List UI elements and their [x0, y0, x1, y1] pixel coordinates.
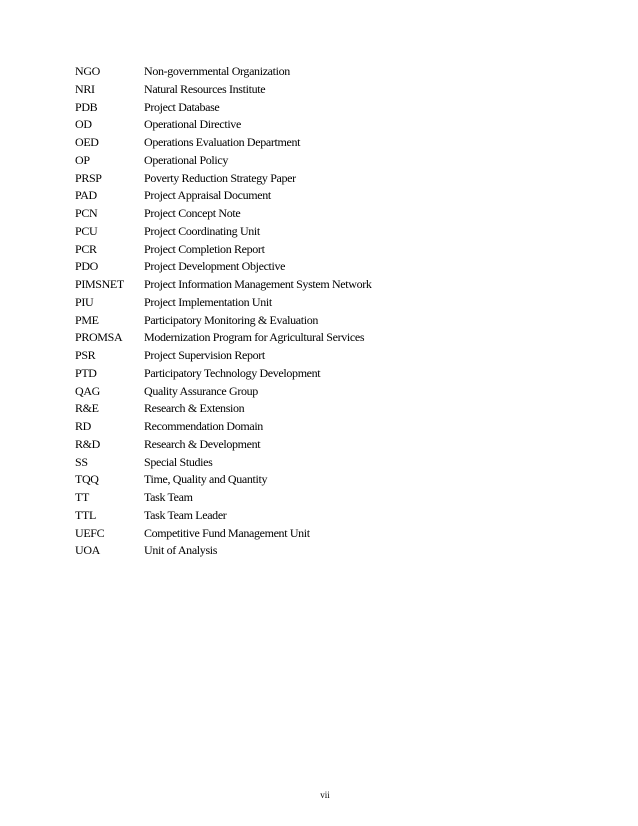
abbreviation-definition: Participatory Technology Development: [144, 365, 321, 380]
abbreviation-definition: Research & Extension: [144, 401, 245, 416]
abbreviation-definition: Project Database: [144, 99, 220, 114]
abbreviation-row: [75, 507, 555, 525]
abbreviation-definition: Task Team Leader: [144, 507, 227, 522]
abbreviation-code: OED: [75, 135, 99, 149]
abbreviation-row: [75, 152, 555, 170]
abbreviation-code: PCU: [75, 223, 98, 238]
abbreviation-row: [75, 542, 555, 560]
abbreviation-row: [75, 347, 555, 365]
abbreviation-code: R&D: [75, 436, 100, 451]
abbreviation-row: [75, 418, 555, 436]
abbreviation-row: [75, 329, 555, 347]
abbreviation-definition: Project Concept Note: [144, 206, 241, 220]
abbreviation-code: RD: [75, 419, 91, 433]
abbreviation-definition: Unit of Analysis: [144, 543, 218, 558]
abbreviation-row: [75, 471, 555, 489]
abbreviation-definition: Operations Evaluation Department: [144, 135, 301, 149]
abbreviation-code: PIU: [75, 294, 94, 309]
abbreviation-definition: Quality Assurance Group: [144, 383, 258, 398]
abbreviation-row: [75, 81, 555, 99]
abbreviation-code: NGO: [75, 64, 100, 78]
abbreviation-list: [75, 63, 555, 560]
abbreviation-definition: Research & Development: [144, 436, 261, 451]
abbreviation-code: PIMSNET: [75, 277, 124, 291]
abbreviation-row: [75, 489, 555, 507]
abbreviation-definition: Task Team: [144, 490, 193, 504]
abbreviation-code: PRSP: [75, 170, 102, 185]
abbreviation-definition: Time, Quality and Quantity: [144, 472, 268, 487]
abbreviation-code: OP: [75, 152, 90, 167]
abbreviation-code: PDB: [75, 99, 98, 114]
abbreviation-code: PCN: [75, 206, 98, 220]
abbreviation-definition: Project Coordinating Unit: [144, 223, 260, 238]
abbreviation-row: [75, 187, 555, 205]
abbreviation-row: [75, 99, 555, 117]
abbreviation-definition: Participatory Monitoring & Evaluation: [144, 312, 319, 327]
abbreviation-code: TQQ: [75, 472, 99, 487]
abbreviation-definition: Operational Directive: [144, 117, 241, 132]
abbreviation-code: PME: [75, 312, 99, 327]
abbreviation-definition: Project Completion Report: [144, 241, 265, 256]
abbreviation-row: [75, 116, 555, 134]
abbreviation-row: [75, 170, 555, 188]
abbreviation-row: [75, 276, 555, 294]
abbreviation-definition: Modernization Program for Agricultural Services: [144, 330, 365, 345]
abbreviation-definition: Project Information Management System Network: [144, 277, 372, 291]
abbreviation-row: [75, 205, 555, 223]
abbreviation-code: UOA: [75, 543, 100, 558]
abbreviation-code: PAD: [75, 188, 97, 203]
page-number: vii: [320, 790, 330, 800]
abbreviation-row: [75, 134, 555, 152]
abbreviation-code: PDO: [75, 259, 98, 274]
abbreviation-definition: Project Appraisal Document: [144, 188, 271, 203]
abbreviation-row: [75, 454, 555, 472]
abbreviation-definition: Project Development Objective: [144, 259, 286, 274]
abbreviation-definition: Project Supervision Report: [144, 348, 265, 362]
abbreviation-row: [75, 312, 555, 330]
abbreviation-definition: Competitive Fund Management Unit: [144, 525, 310, 540]
abbreviation-row: [75, 365, 555, 383]
abbreviation-row: [75, 258, 555, 276]
abbreviation-code: QAG: [75, 383, 100, 398]
abbreviation-row: [75, 436, 555, 454]
abbreviation-row: [75, 400, 555, 418]
abbreviation-code: UEFC: [75, 525, 105, 540]
abbreviation-code: TT: [75, 490, 89, 504]
abbreviation-code: R&E: [75, 401, 99, 416]
abbreviation-definition: Special Studies: [144, 454, 213, 469]
abbreviation-definition: Natural Resources Institute: [144, 81, 266, 96]
abbreviation-code: OD: [75, 117, 92, 132]
abbreviation-row: [75, 383, 555, 401]
abbreviation-code: PCR: [75, 241, 97, 256]
abbreviation-definition: Operational Policy: [144, 152, 229, 167]
abbreviation-row: [75, 241, 555, 259]
abbreviation-definition: Recommendation Domain: [144, 419, 263, 433]
abbreviation-definition: Non-governmental Organization: [144, 64, 290, 78]
abbreviation-row: [75, 294, 555, 312]
abbreviation-row: [75, 63, 555, 81]
abbreviation-definition: Project Implementation Unit: [144, 294, 272, 309]
abbreviation-row: [75, 525, 555, 543]
abbreviation-code: SS: [75, 454, 88, 469]
abbreviation-code: PSR: [75, 348, 96, 362]
abbreviation-code: NRI: [75, 81, 95, 96]
abbreviation-code: TTL: [75, 507, 96, 522]
abbreviation-code: PROMSA: [75, 330, 123, 345]
abbreviation-code: PTD: [75, 365, 97, 380]
abbreviation-row: [75, 223, 555, 241]
abbreviation-definition: Poverty Reduction Strategy Paper: [144, 170, 296, 185]
